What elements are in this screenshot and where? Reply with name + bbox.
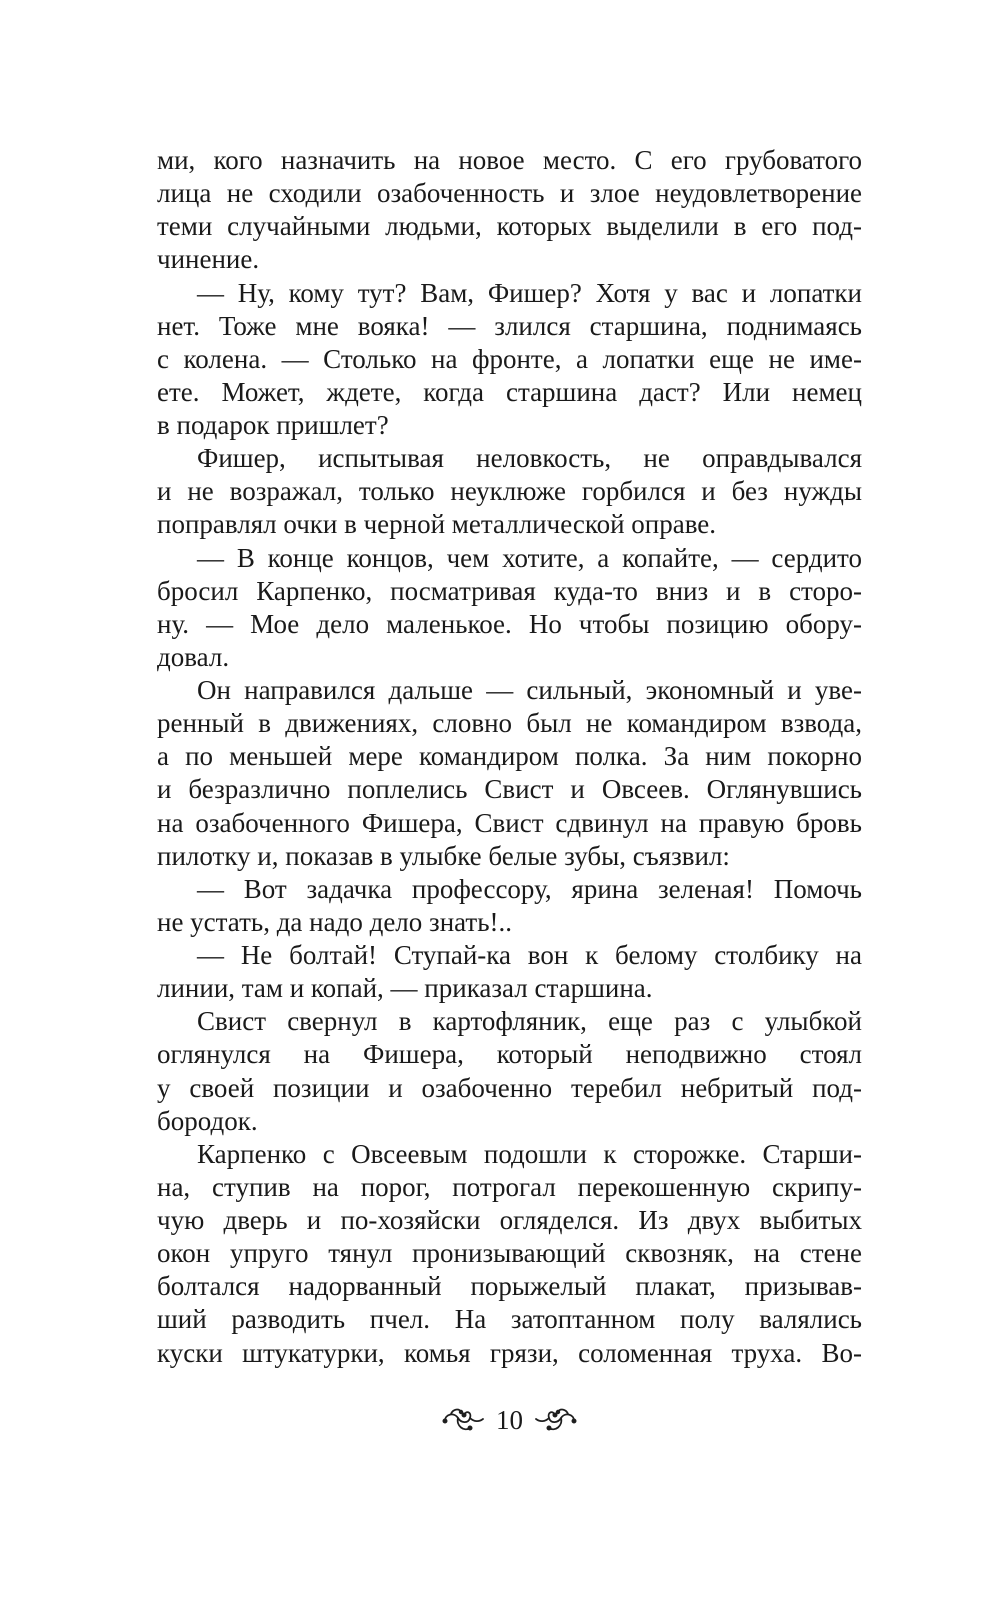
text-line: на озабоченного Фишера, Свист сдвинул на правую бровь [157, 807, 862, 838]
ornament-left-icon [442, 1406, 486, 1434]
text-line: с колена. — Столько на фронте, а лопатки еще не име- [157, 343, 862, 374]
page-footer [157, 1402, 862, 1438]
text-line: ший разводить пчел. На затоптанном полу валялись [157, 1304, 862, 1335]
text-line: довал. [157, 641, 230, 672]
text-line: пилотку и, показав в улыбке белые зубы, съязвил: [157, 840, 730, 871]
text-line: и не возражал, только неуклюже горбился и без нужды [157, 476, 862, 507]
text-line: чинение. [157, 244, 260, 275]
text-line: — Ну, кому тут? Вам, Фишер? Хотя у вас и лопатки [197, 277, 862, 308]
text-line: болтался надорванный порыжелый плакат, призывав- [157, 1271, 862, 1302]
text-line: чую дверь и по-хозяйски огляделся. Из двух выбитых [157, 1205, 862, 1235]
page-number: 10 [496, 1405, 523, 1435]
text-line: не устать, да надо дело знать!.. [157, 906, 513, 937]
text-line: в подарок пришлет? [157, 410, 389, 440]
paragraph [157, 939, 862, 1005]
text-line: Он направился дальше — сильный, экономный и уве- [197, 675, 862, 705]
paragraph [157, 1005, 862, 1138]
text-line: лица не сходили озабоченность и злое неудовлетворение [157, 178, 862, 209]
paragraph [157, 1138, 862, 1370]
text-line: ну. — Мое дело маленькое. Но чтобы позицию обору- [157, 608, 862, 639]
text-line: Свист свернул в картофляник, еще раз с улыбкой [197, 1006, 862, 1037]
text-line: бросил Карпенко, посматривая куда-то вниз и в сторо- [157, 575, 862, 606]
text-line: ете. Может, ждете, когда старшина даст? Или немец [157, 376, 862, 407]
text-line: — Вот задачка профессору, ярина зеленая! Помочь [197, 873, 862, 904]
text-line: нет. Тоже мне вояка! — злился старшина, поднимаясь [157, 310, 862, 341]
text-body [157, 144, 862, 1370]
text-line: ми, кого назначить на новое место. С его грубоватого [157, 145, 862, 175]
text-line: бородок. [157, 1105, 258, 1136]
text-line: теми случайными людьми, которых выделили в его под- [157, 211, 862, 242]
text-line: окон упруго тянул пронизывающий сквозняк, на стене [157, 1238, 862, 1269]
text-line: Фишер, испытывая неловкость, не оправдывался [197, 443, 862, 474]
text-line: Карпенко с Овсеевым подошли к сторожке. Старши- [197, 1138, 862, 1169]
text-line: поправлял очки в черной металлической оправе. [157, 509, 717, 540]
paragraph [157, 442, 862, 541]
text-line: а по меньшей мере командиром полка. За ним покорно [157, 741, 862, 772]
text-line: — В конце концов, чем хотите, а копайте, — сердито [197, 542, 862, 573]
text-line: линии, там и копай, — приказал старшина. [157, 973, 653, 1004]
text-line: куски штукатурки, комья грязи, соломенная труха. Во- [157, 1337, 862, 1368]
paragraph [157, 674, 862, 873]
paragraph [157, 873, 862, 939]
ornament-right-icon [533, 1406, 577, 1434]
text-line: и безразлично поплелись Свист и Овсеев. Оглянувшись [157, 774, 862, 805]
paragraph [157, 277, 862, 443]
text-line: у своей позиции и озабоченно теребил небритый под- [157, 1072, 862, 1103]
text-line: — Не болтай! Ступай-ка вон к белому столбику на [197, 940, 862, 970]
text-line: оглянулся на Фишера, который неподвижно стоял [157, 1039, 862, 1070]
text-line: ренный в движениях, словно был не командиром взвода, [157, 708, 862, 739]
paragraph [157, 542, 862, 675]
paragraph [157, 144, 862, 277]
text-line: на, ступив на порог, потрогал перекошенную скрипу- [157, 1171, 862, 1202]
